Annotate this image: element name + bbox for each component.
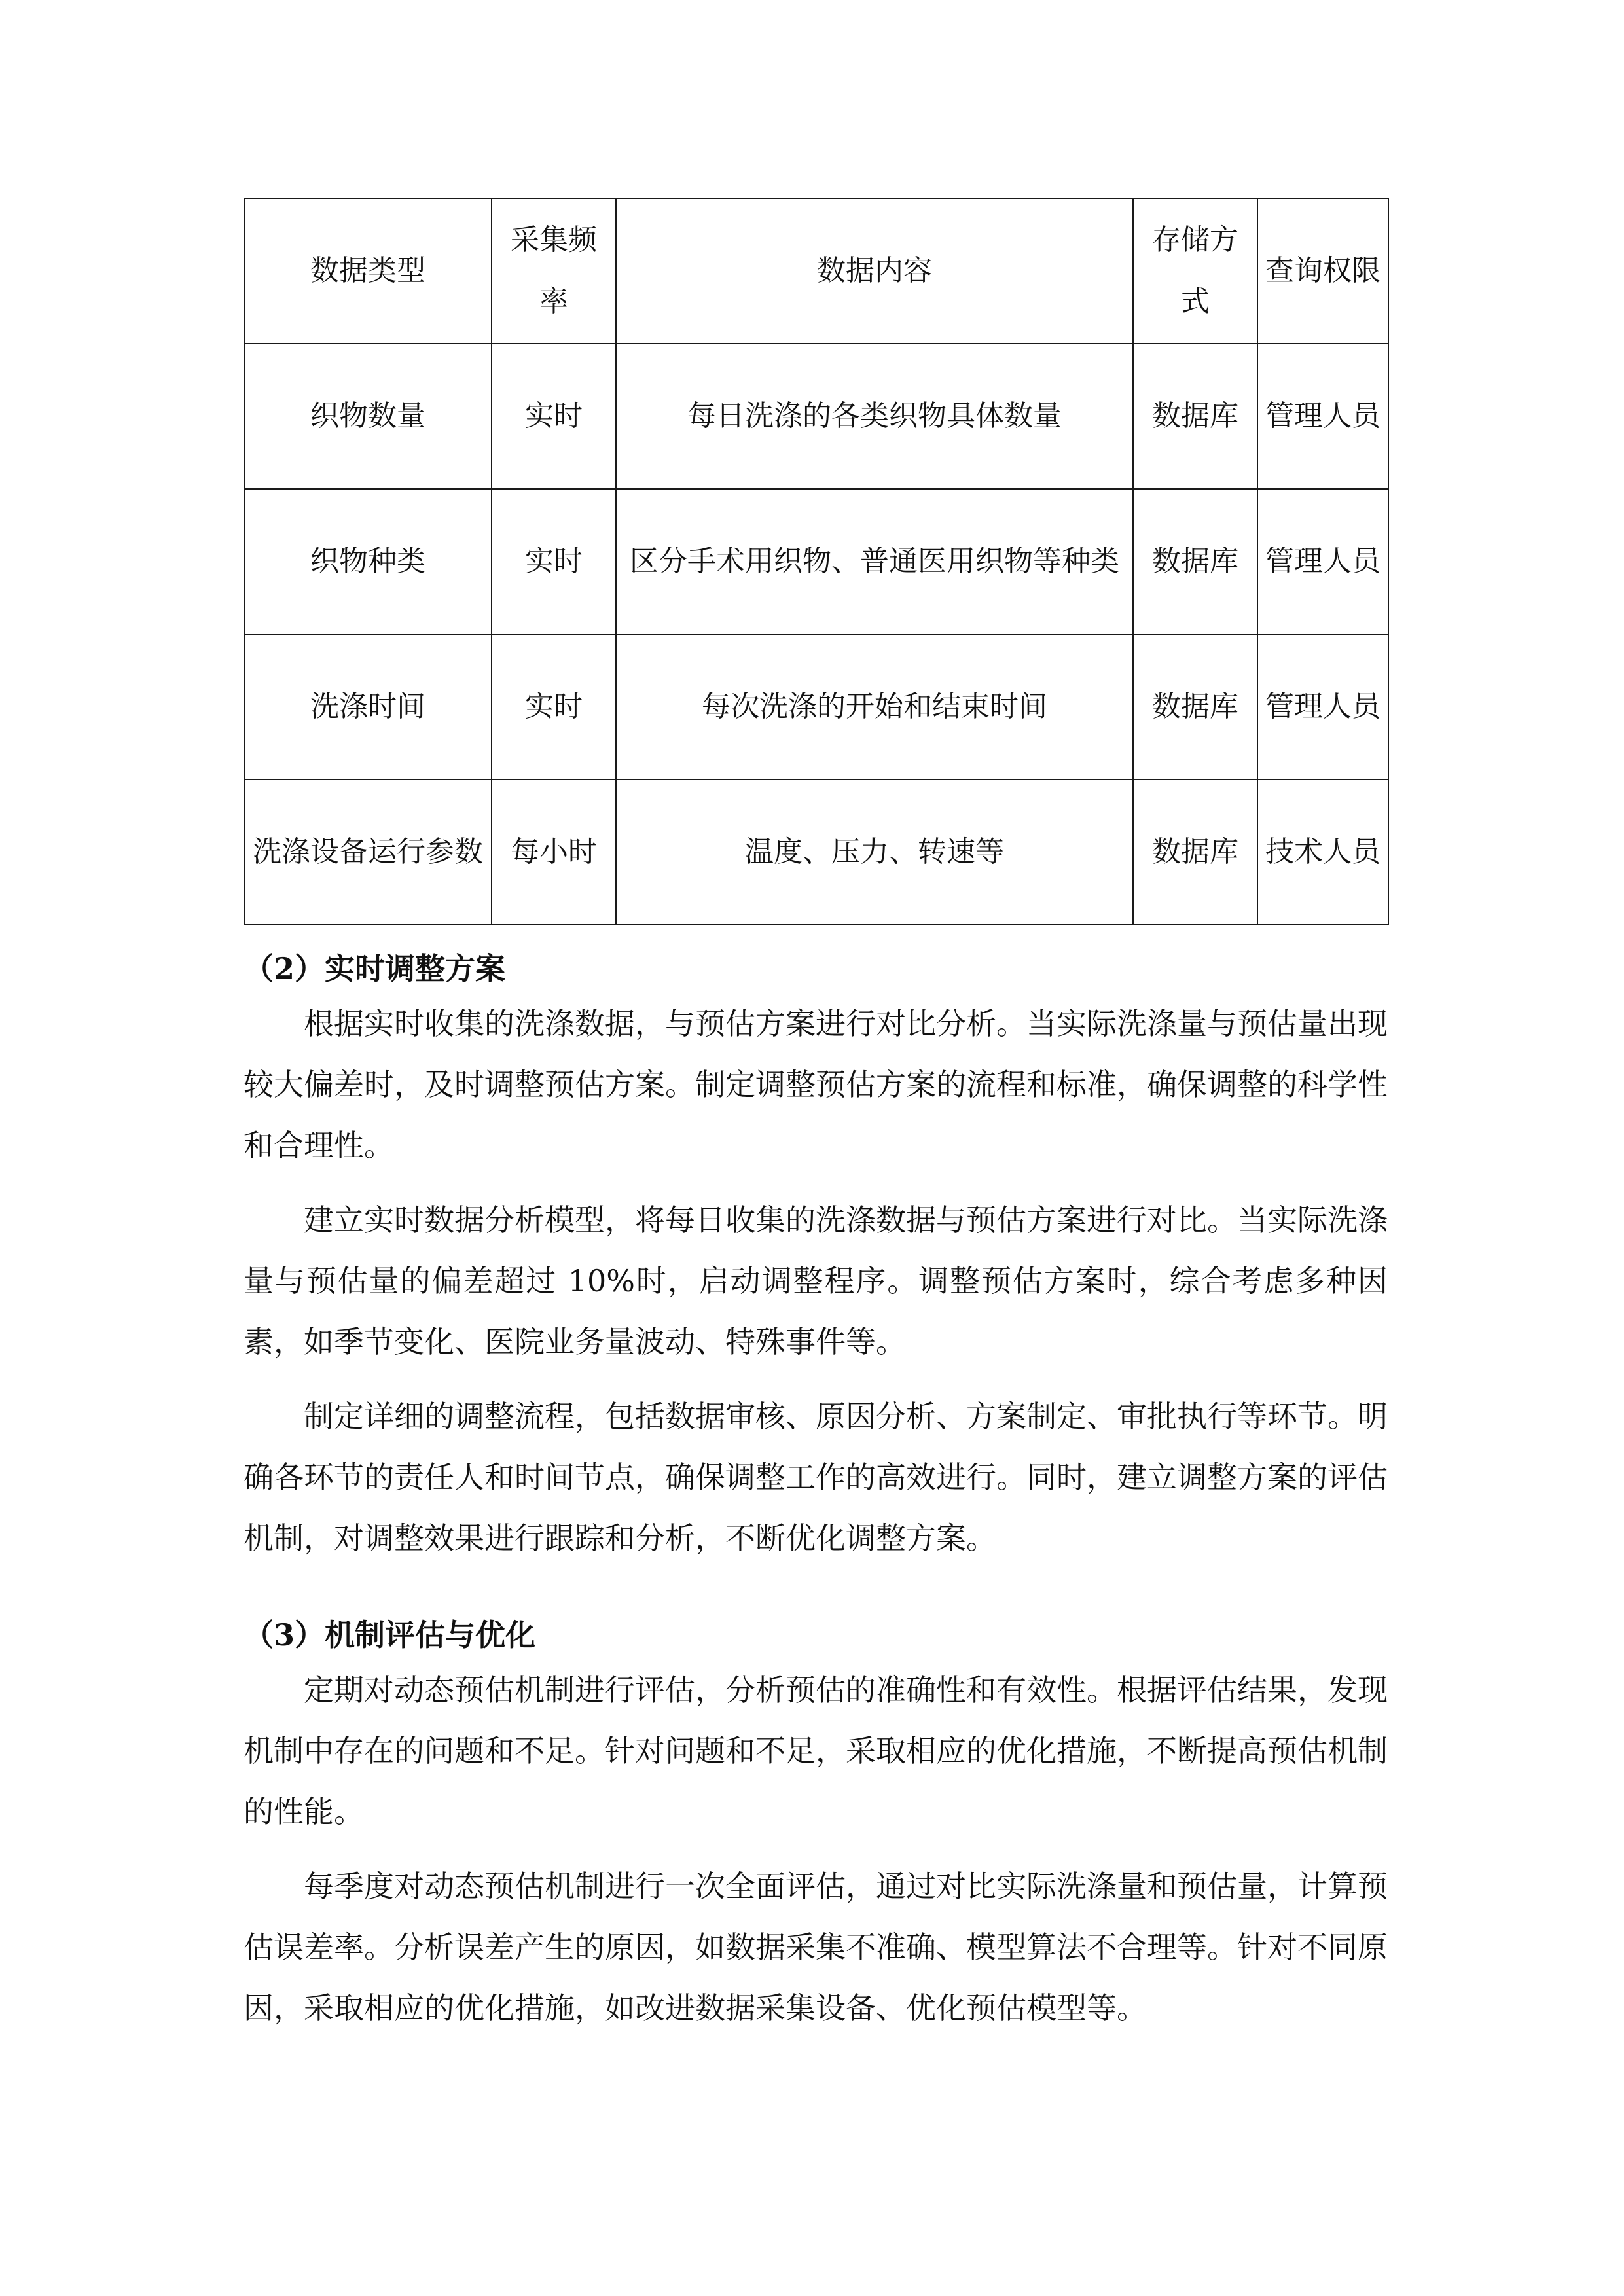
header-cell: 数据类型 [244,198,492,344]
table-cell: 技术人员 [1257,780,1388,925]
table-row [244,634,1388,780]
table-cell: 区分手术用织物、普通医用织物等种类 [616,489,1133,634]
paragraph: 每季度对动态预估机制进行一次全面评估，通过对比实际洗涤量和预估量，计算预估误差率。分析误差产生的原因，如数据采集不准确、模型算法不合理等。针对不同原因，采取相应的优化措施，如改进数据采集设备、优化预估模型等。 [244,1869,1388,2026]
section-heading-mechanism-evaluation: （3）机制评估与优化 [244,1617,536,1653]
data-collection-table [244,198,1389,925]
table-cell: 实时 [492,489,616,634]
table-header-row [244,198,1388,344]
paragraph: 制定详细的调整流程，包括数据审核、原因分析、方案制定、审批执行等环节。明确各环节的责任人和时间节点，确保调整工作的高效进行。同时，建立调整方案的评估机制，对调整效果进行跟踪和分析，不断优化调整方案。 [244,1399,1388,1556]
table-cell: 每日洗涤的各类织物具体数量 [616,344,1133,489]
table-cell: 管理人员 [1257,344,1388,489]
header-cell: 查询权限 [1257,198,1388,344]
table-cell: 数据库 [1133,780,1257,925]
table-row [244,344,1388,489]
table-cell: 每小时 [492,780,616,925]
table-cell: 织物数量 [244,344,492,489]
header-cell: 数据内容 [616,198,1133,344]
table-cell: 每次洗涤的开始和结束时间 [616,634,1133,780]
header-cell: 存储方式 [1133,198,1257,344]
table-cell: 洗涤时间 [244,634,492,780]
paragraph: 根据实时收集的洗涤数据，与预估方案进行对比分析。当实际洗涤量与预估量出现较大偏差时，及时调整预估方案。制定调整预估方案的流程和标准，确保调整的科学性和合理性。 [244,1006,1388,1163]
table-cell: 管理人员 [1257,634,1388,780]
paragraph: 建立实时数据分析模型，将每日收集的洗涤数据与预估方案进行对比。当实际洗涤量与预估量的偏差超过 10%时，启动调整程序。调整预估方案时，综合考虑多种因素，如季节变化、医院业务量波动、特殊事件等。 [244,1202,1388,1359]
table-cell: 数据库 [1133,634,1257,780]
table-cell: 实时 [492,634,616,780]
header-cell: 采集频率 [492,198,616,344]
table-cell: 管理人员 [1257,489,1388,634]
table-cell: 实时 [492,344,616,489]
table-cell: 数据库 [1133,489,1257,634]
table-cell: 数据库 [1133,344,1257,489]
table-cell: 洗涤设备运行参数 [244,780,492,925]
table-row [244,489,1388,634]
table-row [244,780,1388,925]
table-cell: 织物种类 [244,489,492,634]
section-heading-realtime-adjustment: （2）实时调整方案 [244,951,506,986]
table-cell: 温度、压力、转速等 [616,780,1133,925]
paragraph: 定期对动态预估机制进行评估，分析预估的准确性和有效性。根据评估结果，发现机制中存在的问题和不足。针对问题和不足，采取相应的优化措施，不断提高预估机制的性能。 [244,1672,1388,1829]
